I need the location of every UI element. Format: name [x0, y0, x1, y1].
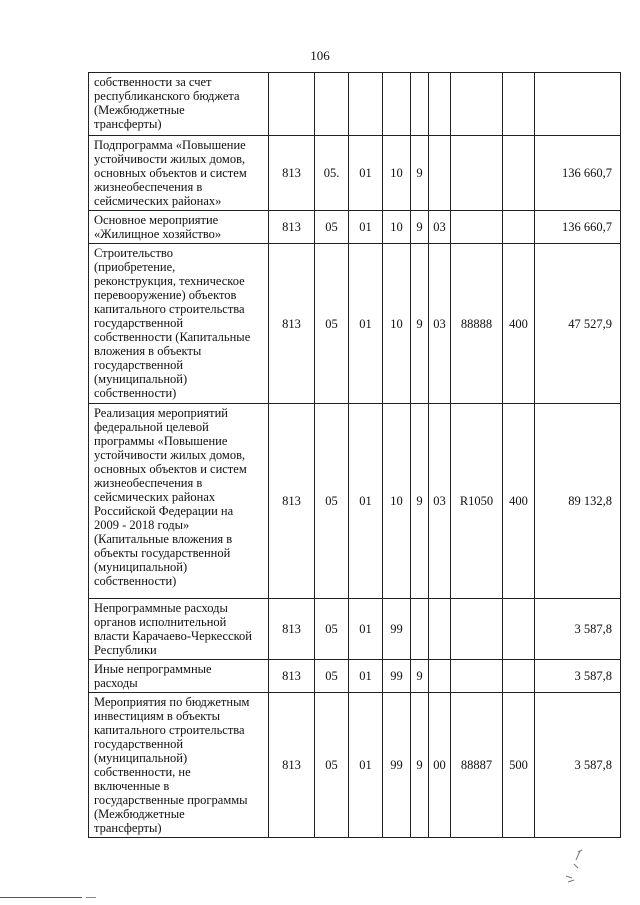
- cell-expense-type: 400: [503, 244, 535, 404]
- cell-name: Подпрограмма «Повышение устойчивости жилых домов, основных объектов и систем жизнеобеспечения в сейсмических районах»: [89, 136, 269, 211]
- cell-direction: R1050: [451, 404, 503, 599]
- cell-name: Непрограммные расходы органов исполнительной власти Карачаево-Черкесской Республики: [89, 599, 269, 660]
- cell-amount: 3 587,8: [535, 693, 621, 838]
- cell-main-event: [429, 660, 451, 693]
- cell-expense-type: 500: [503, 693, 535, 838]
- cell-program: 10: [383, 244, 411, 404]
- cell-expense-type: [503, 599, 535, 660]
- cell-subprogram: [411, 73, 429, 136]
- cell-amount: 3 587,8: [535, 660, 621, 693]
- cell-subprogram: [411, 599, 429, 660]
- cell-section: 05: [315, 660, 349, 693]
- handwritten-mark: [560, 848, 590, 888]
- cell-amount: 89 132,8: [535, 404, 621, 599]
- cell-ministry-code: 813: [269, 693, 315, 838]
- cell-direction: [451, 211, 503, 244]
- cell-program: 99: [383, 660, 411, 693]
- cell-name: Иные непрограммные расходы: [89, 660, 269, 693]
- cell-section: 05: [315, 599, 349, 660]
- cell-subsection: 01: [349, 693, 383, 838]
- cell-subsection: 01: [349, 599, 383, 660]
- cell-amount: 136 660,7: [535, 136, 621, 211]
- footer-rule-short: [86, 897, 96, 898]
- cell-section: 05.: [315, 136, 349, 211]
- cell-name: собственности за счет республиканского бюджета (Межбюджетные трансферты): [89, 73, 269, 136]
- cell-name: Реализация мероприятий федеральной целевой программы «Повышение устойчивости жилых домов, основных объектов и систем жизнеобеспечения в сейсмических районах Российской Федерации на 2009 - 2018 годы» (Капитальные вложения в объекты государственной (муниципальной) собственности): [89, 404, 269, 599]
- table-row: [89, 211, 621, 244]
- table-row: [89, 660, 621, 693]
- cell-direction: [451, 660, 503, 693]
- cell-subprogram: 9: [411, 244, 429, 404]
- table-row: [89, 599, 621, 660]
- cell-program: 99: [383, 599, 411, 660]
- cell-expense-type: [503, 136, 535, 211]
- table-row: [89, 693, 621, 838]
- cell-subprogram: 9: [411, 136, 429, 211]
- table-row: [89, 73, 621, 136]
- cell-ministry-code: 813: [269, 599, 315, 660]
- cell-direction: [451, 599, 503, 660]
- cell-ministry-code: 813: [269, 136, 315, 211]
- budget-table: [88, 72, 621, 838]
- cell-subprogram: 9: [411, 660, 429, 693]
- cell-program: 10: [383, 404, 411, 599]
- cell-program: 10: [383, 136, 411, 211]
- cell-main-event: [429, 73, 451, 136]
- cell-name: Строительство (приобретение, реконструкция, техническое перевооружение) объектов капитального строительства государственной собственности (Капитальные вложения в объекты государственной (муниципальной) собственности): [89, 244, 269, 404]
- cell-amount: 47 527,9: [535, 244, 621, 404]
- cell-name: Мероприятия по бюджетным инвестициям в объекты капитального строительства государственной (муниципальной) собственности, не включенные в государственные программы (Межбюджетные трансферты): [89, 693, 269, 838]
- cell-amount: 3 587,8: [535, 599, 621, 660]
- cell-direction: [451, 136, 503, 211]
- cell-main-event: [429, 599, 451, 660]
- cell-subsection: 01: [349, 404, 383, 599]
- cell-amount: 136 660,7: [535, 211, 621, 244]
- cell-subsection: 01: [349, 211, 383, 244]
- cell-main-event: 03: [429, 211, 451, 244]
- cell-name: Основное мероприятие «Жилищное хозяйство»: [89, 211, 269, 244]
- cell-direction: [451, 73, 503, 136]
- cell-section: 05: [315, 404, 349, 599]
- footer-rule: [0, 897, 82, 898]
- cell-section: 05: [315, 211, 349, 244]
- cell-ministry-code: 813: [269, 244, 315, 404]
- cell-amount: [535, 73, 621, 136]
- cell-ministry-code: [269, 73, 315, 136]
- cell-subprogram: 9: [411, 404, 429, 599]
- page-number: 106: [310, 48, 330, 63]
- cell-ministry-code: 813: [269, 211, 315, 244]
- cell-expense-type: 400: [503, 404, 535, 599]
- cell-main-event: 03: [429, 404, 451, 599]
- cell-subsection: [349, 73, 383, 136]
- cell-ministry-code: 813: [269, 404, 315, 599]
- cell-subsection: 01: [349, 136, 383, 211]
- cell-subprogram: 9: [411, 211, 429, 244]
- cell-program: [383, 73, 411, 136]
- cell-subprogram: 9: [411, 693, 429, 838]
- cell-section: 05: [315, 693, 349, 838]
- cell-section: [315, 73, 349, 136]
- cell-direction: 88887: [451, 693, 503, 838]
- cell-main-event: 00: [429, 693, 451, 838]
- table-row: [89, 136, 621, 211]
- cell-expense-type: [503, 660, 535, 693]
- cell-direction: 88888: [451, 244, 503, 404]
- cell-ministry-code: 813: [269, 660, 315, 693]
- cell-subsection: 01: [349, 660, 383, 693]
- cell-program: 10: [383, 211, 411, 244]
- cell-main-event: 03: [429, 244, 451, 404]
- table-row: [89, 404, 621, 599]
- cell-program: 99: [383, 693, 411, 838]
- table-row: [89, 244, 621, 404]
- cell-expense-type: [503, 211, 535, 244]
- cell-main-event: [429, 136, 451, 211]
- cell-section: 05: [315, 244, 349, 404]
- cell-subsection: 01: [349, 244, 383, 404]
- cell-expense-type: [503, 73, 535, 136]
